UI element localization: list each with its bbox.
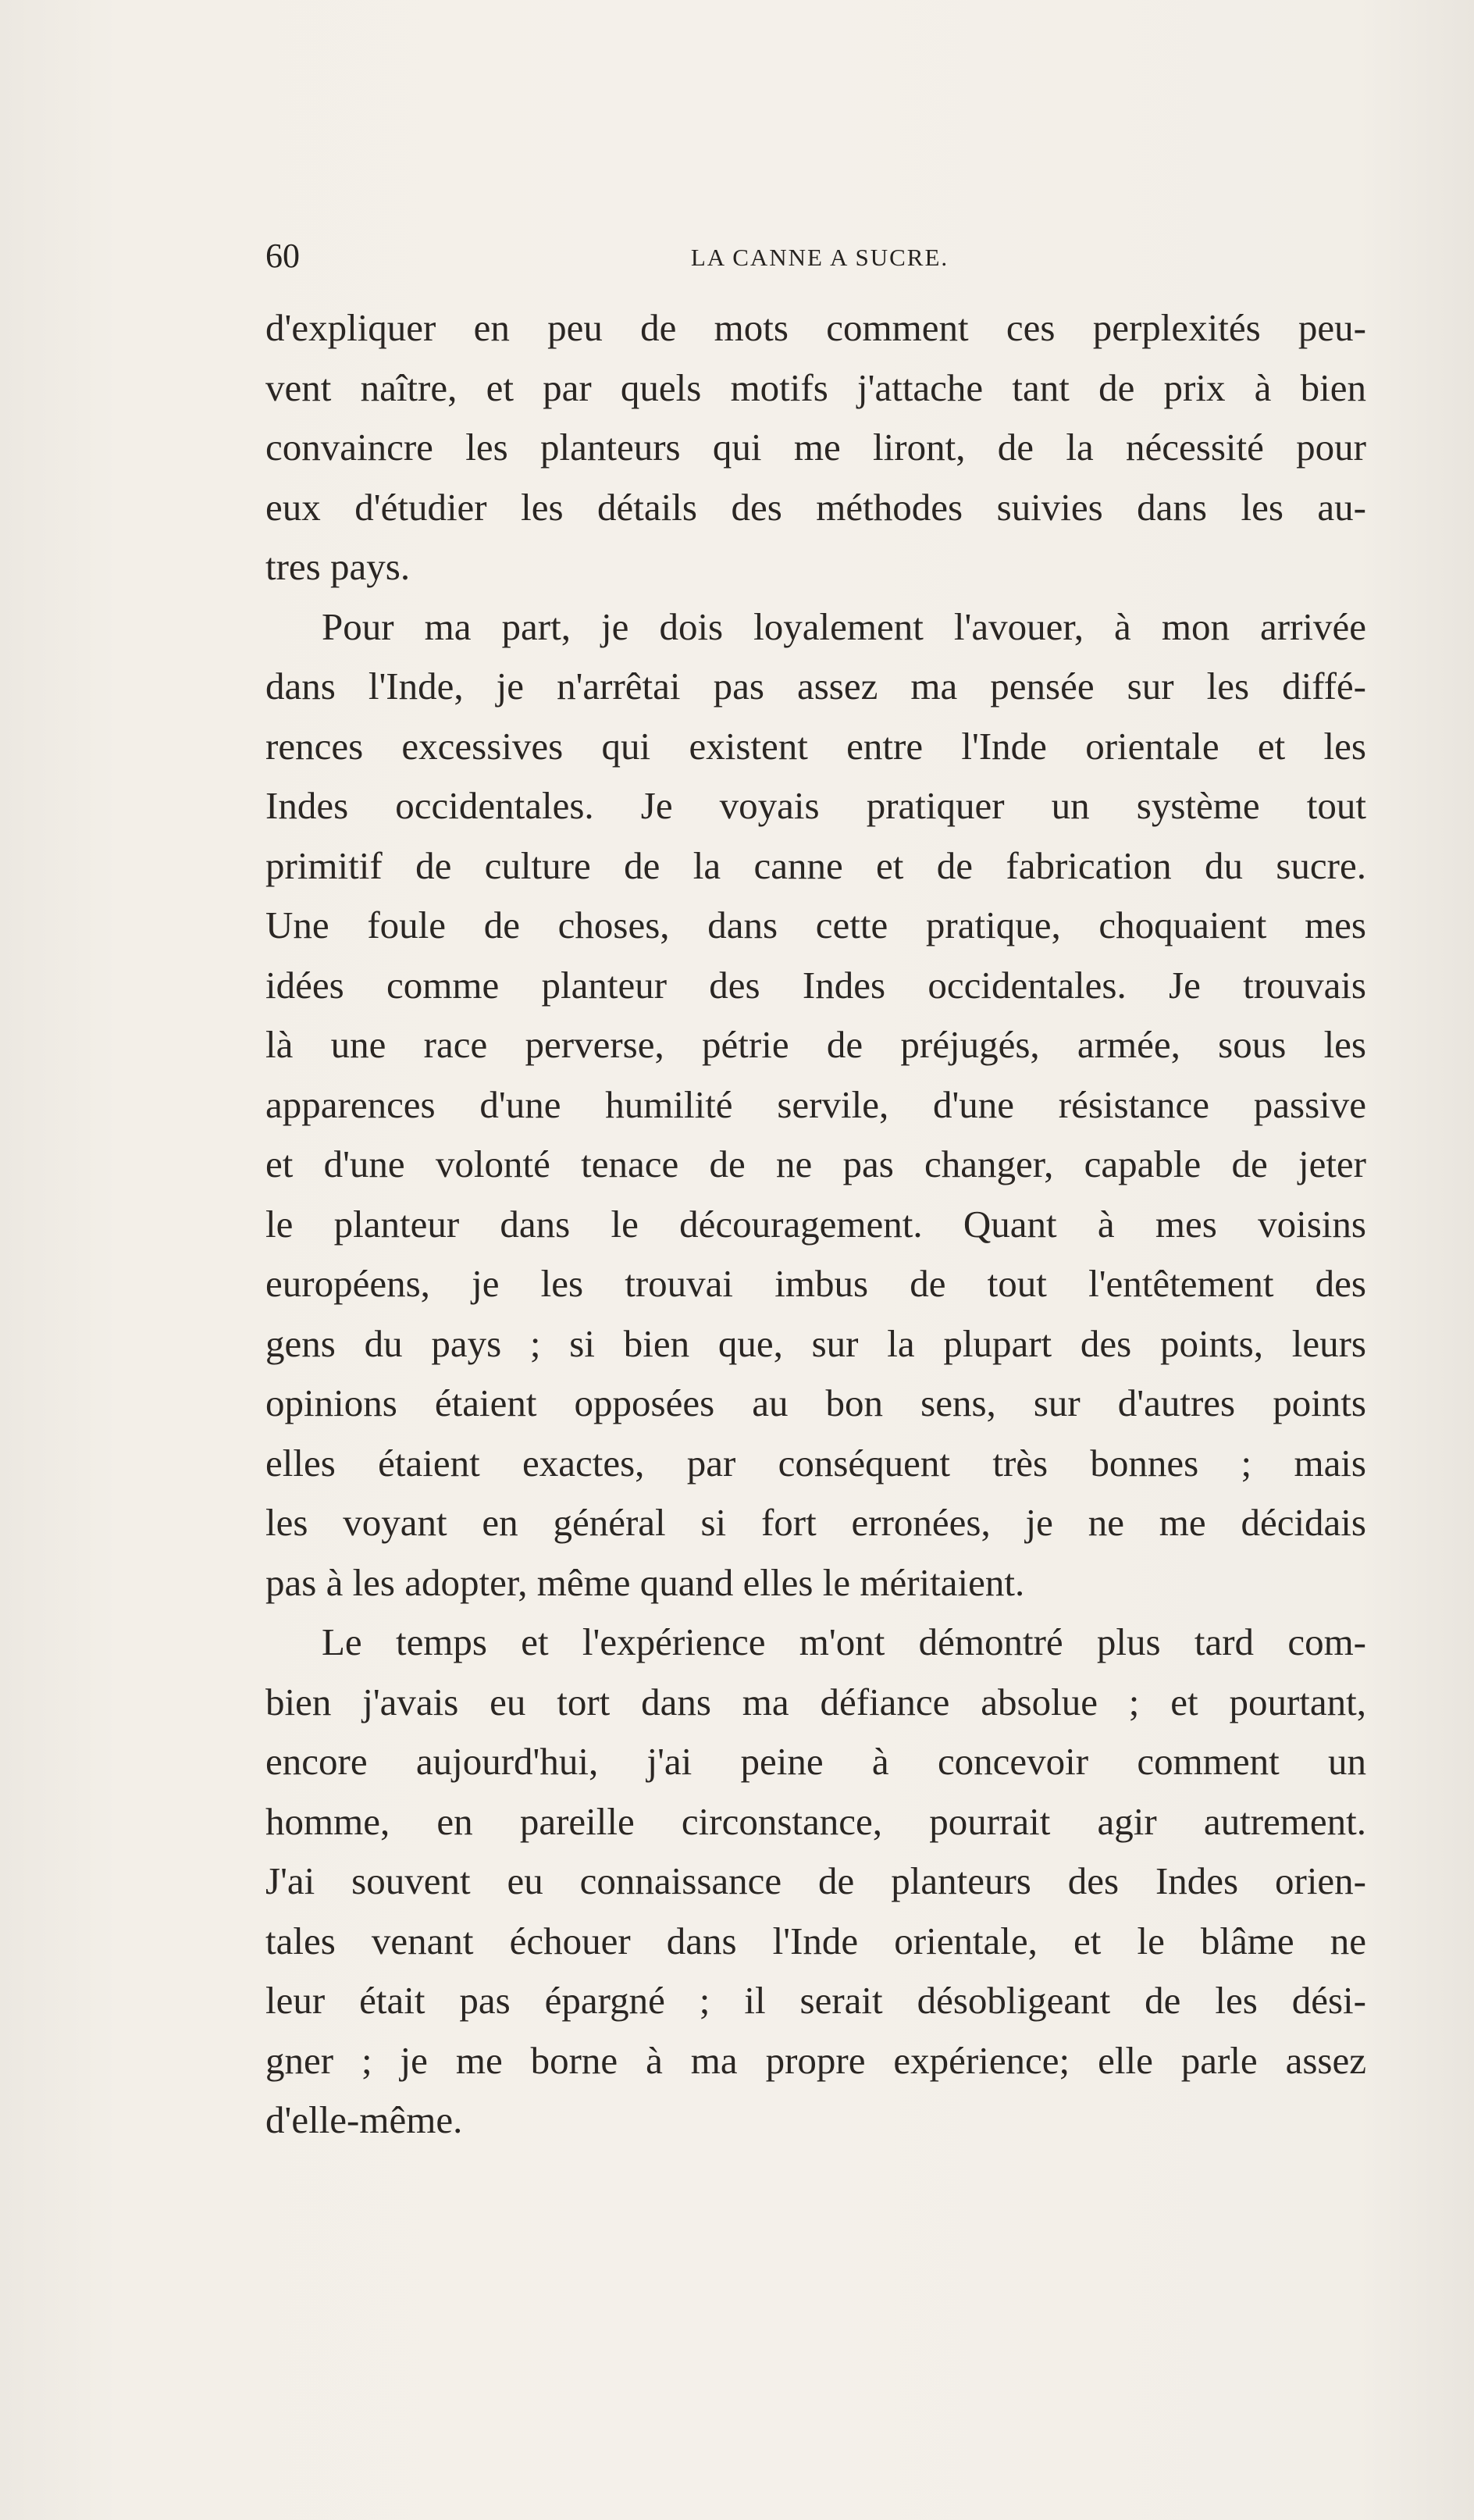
text-line: dans l'Inde, je n'arrêtai pas assez ma pensée sur les diffé-: [265, 665, 1366, 708]
text-line: apparences d'une humilité servile, d'une résistance passive: [265, 1082, 1366, 1126]
text-line: pas à les adopter, même quand elles le méritaient.: [265, 1560, 1025, 1604]
text-line: Indes occidentales. Je voyais pratiquer un système tout: [265, 784, 1366, 827]
text-line: là une race perverse, pétrie de préjugés, armée, sous les: [265, 1023, 1366, 1066]
text-line: d'expliquer en peu de mots comment ces perplexités peu-: [265, 306, 1366, 349]
text-line: Le temps et l'expérience m'ont démontré plus tard com-: [322, 1620, 1366, 1663]
text-line: gner ; je me borne à ma propre expérience; elle parle assez: [265, 2038, 1366, 2082]
text-line: le planteur dans le découragement. Quant à mes voisins: [265, 1202, 1366, 1246]
text-line: vent naître, et par quels motifs j'attache tant de prix à bien: [265, 365, 1366, 409]
text-line: elles étaient exactes, par conséquent très bonnes ; mais: [265, 1441, 1366, 1485]
body-text: [265, 298, 1366, 2151]
text-line: idées comme planteur des Indes occidentales. Je trouvais: [265, 963, 1366, 1007]
paragraph-2: [265, 597, 1366, 1613]
running-head: LA CANNE A SUCRE.: [690, 244, 949, 271]
text-line: Une foule de choses, dans cette pratique, choquaient mes: [265, 904, 1366, 946]
text-line: convaincre les planteurs qui me liront, de la nécessité pour: [265, 426, 1366, 469]
text-line: tales venant échouer dans l'Inde orientale, et le blâme ne: [265, 1919, 1366, 1962]
text-line: les voyant en général si fort erronées, je ne me décidais: [265, 1501, 1366, 1544]
text-line: J'ai souvent eu connaissance de planteurs des Indes orien-: [265, 1859, 1366, 1902]
text-line: rences excessives qui existent entre l'Inde orientale et les: [265, 724, 1366, 768]
paragraph-3: [265, 1613, 1366, 2151]
paragraph-1: [265, 298, 1366, 597]
text-line: bien j'avais eu tort dans ma défiance absolue ; et pourtant,: [265, 1680, 1366, 1723]
text-line: gens du pays ; si bien que, sur la plupart des points, leurs: [265, 1321, 1366, 1365]
text-line: leur était pas épargné ; il serait désobligeant de les dési-: [265, 1979, 1366, 2022]
text-line: européens, je les trouvai imbus de tout l'entêtement des: [265, 1262, 1366, 1305]
text-line: primitif de culture de la canne et de fabrication du sucre.: [265, 843, 1366, 887]
text-line: Pour ma part, je dois loyalement l'avouer, à mon arrivée: [322, 604, 1366, 648]
text-line: tres pays.: [265, 545, 411, 588]
text-line: eux d'étudier les détails des méthodes suivies dans les au-: [265, 485, 1366, 529]
text-line: homme, en pareille circonstance, pourrait agir autrement.: [265, 1799, 1366, 1843]
text-line: d'elle-même.: [265, 2098, 463, 2141]
text-line: opinions étaient opposées au bon sens, sur d'autres points: [265, 1381, 1366, 1424]
page-header: [265, 233, 1374, 280]
page-number: 60: [265, 237, 300, 275]
text-line: encore aujourd'hui, j'ai peine à concevoir comment un: [265, 1740, 1366, 1783]
text-line: et d'une volonté tenace de ne pas changer, capable de jeter: [265, 1142, 1366, 1185]
